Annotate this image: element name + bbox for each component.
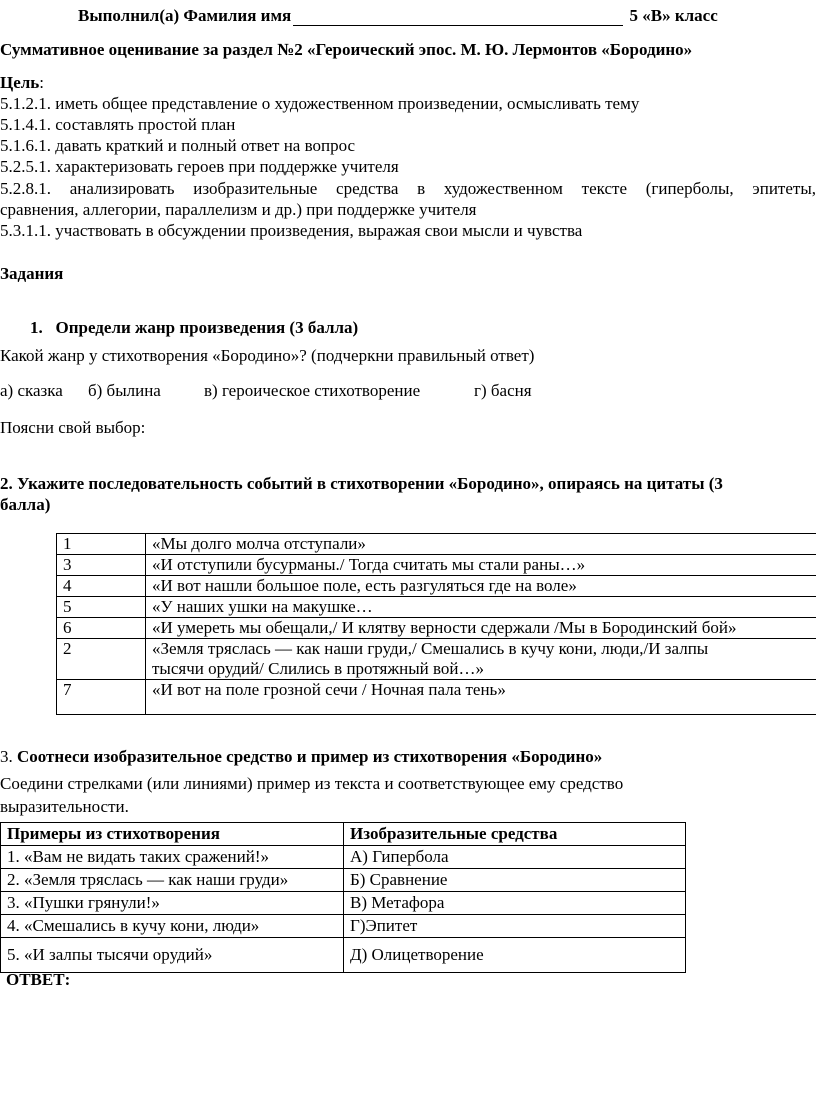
example-quote[interactable]: 3. «Пушки грянули!» — [1, 892, 344, 915]
matching-table — [0, 822, 686, 973]
device-option[interactable]: В) Метафора — [344, 892, 686, 915]
event-quote: «И отступили бусурманы./ Тогда считать мы стали раны…» — [146, 555, 816, 576]
task1-option-b[interactable]: б) былина — [88, 381, 161, 400]
goal-item: 5.1.6.1. давать краткий и полный ответ на вопрос — [0, 136, 356, 155]
header-line — [78, 6, 718, 26]
device-option[interactable]: Б) Сравнение — [344, 869, 686, 892]
goal-item-continued: сравнения, аллегории, параллелизм и др.) при поддержке учителя — [0, 200, 477, 219]
sequence-number[interactable]: 2 — [57, 639, 146, 680]
task1-number: 1. — [30, 318, 43, 337]
table-row — [1, 938, 686, 973]
name-blank-line[interactable] — [293, 9, 623, 26]
table-row — [57, 534, 816, 555]
event-quote: «Мы долго молча отступали» — [146, 534, 816, 555]
task3-instruction: Соедини стрелками (или линиями) пример из текста и соответствующее ему средство — [0, 774, 624, 793]
sequence-number[interactable]: 4 — [57, 576, 146, 597]
task1-option-c[interactable]: в) героическое стихотворение — [204, 381, 421, 400]
task1-option-a[interactable]: а) сказка — [0, 381, 63, 400]
goals-heading: Цель: — [0, 73, 45, 92]
sequence-number[interactable]: 1 — [57, 534, 146, 555]
sequence-number[interactable]: 3 — [57, 555, 146, 576]
event-quote: «У наших ушки на макушке… — [146, 597, 816, 618]
column-header-examples: Примеры из стихотворения — [1, 823, 344, 846]
task1-option-d[interactable]: г) басня — [474, 381, 532, 400]
table-row — [57, 555, 816, 576]
task3-title-text: Соотнеси изобразительное средство и пример из стихотворения «Бородино» — [17, 747, 603, 766]
student-name-label: Выполнил(а) Фамилия имя — [78, 6, 292, 25]
goal-item: 5.3.1.1. участвовать в обсуждении произведения, выражая свои мысли и чувства — [0, 221, 583, 240]
task2-title-continued: балла) — [0, 495, 51, 514]
event-quote — [146, 639, 816, 680]
table-header-row — [1, 823, 686, 846]
example-quote[interactable]: 4. «Смешались в кучу кони, люди» — [1, 915, 344, 938]
task3-instruction-continued: выразительности. — [0, 797, 129, 816]
tasks-heading: Задания — [0, 264, 64, 283]
task1-title-text: Определи жанр произведения (3 балла) — [55, 318, 359, 337]
example-quote[interactable]: 1. «Вам не видать таких сражений!» — [1, 846, 344, 869]
table-row — [1, 892, 686, 915]
goal-item: 5.1.4.1. составлять простой план — [0, 115, 236, 134]
task3-number: 3. — [0, 747, 13, 766]
column-header-devices: Изобразительные средства — [344, 823, 686, 846]
goal-item: 5.2.8.1. анализировать изобразительные средства в художественном тексте (гиперболы, эпитеты, — [0, 179, 816, 198]
device-option[interactable]: А) Гипербола — [344, 846, 686, 869]
event-quote: «И умереть мы обещали,/ И клятву верности сдержали /Мы в Бородинский бой» — [146, 618, 816, 639]
goal-item: 5.2.5.1. характеризовать героев при поддержке учителя — [0, 157, 399, 176]
answer-label: ОТВЕТ: — [6, 970, 71, 989]
device-option[interactable]: Г)Эпитет — [344, 915, 686, 938]
device-option[interactable]: Д) Олицетворение — [344, 938, 686, 973]
goals-label: Цель — [0, 73, 40, 92]
task1-title — [30, 318, 358, 338]
events-sequence-table — [56, 533, 816, 715]
table-row — [57, 639, 816, 680]
class-label: 5 «В» класс — [629, 6, 718, 25]
example-quote[interactable]: 5. «И залпы тысячи орудий» — [1, 938, 344, 973]
task1-question: Какой жанр у стихотворения «Бородино»? (подчеркни правильный ответ) — [0, 346, 535, 365]
sequence-number[interactable]: 7 — [57, 680, 146, 715]
task1-explain-prompt: Поясни свой выбор: — [0, 418, 146, 437]
sequence-number[interactable]: 5 — [57, 597, 146, 618]
table-row — [1, 915, 686, 938]
table-row — [1, 869, 686, 892]
event-quote-line: тысячи орудий/ Слились в протяжный вой…» — [152, 659, 484, 678]
goal-item: 5.1.2.1. иметь общее представление о художественном произведении, осмысливать тему — [0, 94, 640, 113]
example-quote[interactable]: 2. «Земля тряслась — как наши груди» — [1, 869, 344, 892]
page-title: Суммативное оценивание за раздел №2 «Героический эпос. М. Ю. Лермонтов «Бородино» — [0, 40, 693, 59]
table-row — [1, 846, 686, 869]
event-quote: «И вот нашли большое поле, есть разгуляться где на воле» — [146, 576, 816, 597]
table-row — [57, 576, 816, 597]
table-row — [57, 680, 816, 715]
table-row — [57, 618, 816, 639]
table-row — [57, 597, 816, 618]
task2-title: 2. Укажите последовательность событий в стихотворении «Бородино», опираясь на цитаты (3 — [0, 474, 723, 493]
event-quote-line: «Земля тряслась — как наши груди,/ Смешались в кучу кони, люди,/И залпы — [152, 639, 709, 658]
sequence-number[interactable]: 6 — [57, 618, 146, 639]
event-quote: «И вот на поле грозной сечи / Ночная пала тень» — [146, 680, 816, 715]
task3-title — [0, 747, 602, 767]
